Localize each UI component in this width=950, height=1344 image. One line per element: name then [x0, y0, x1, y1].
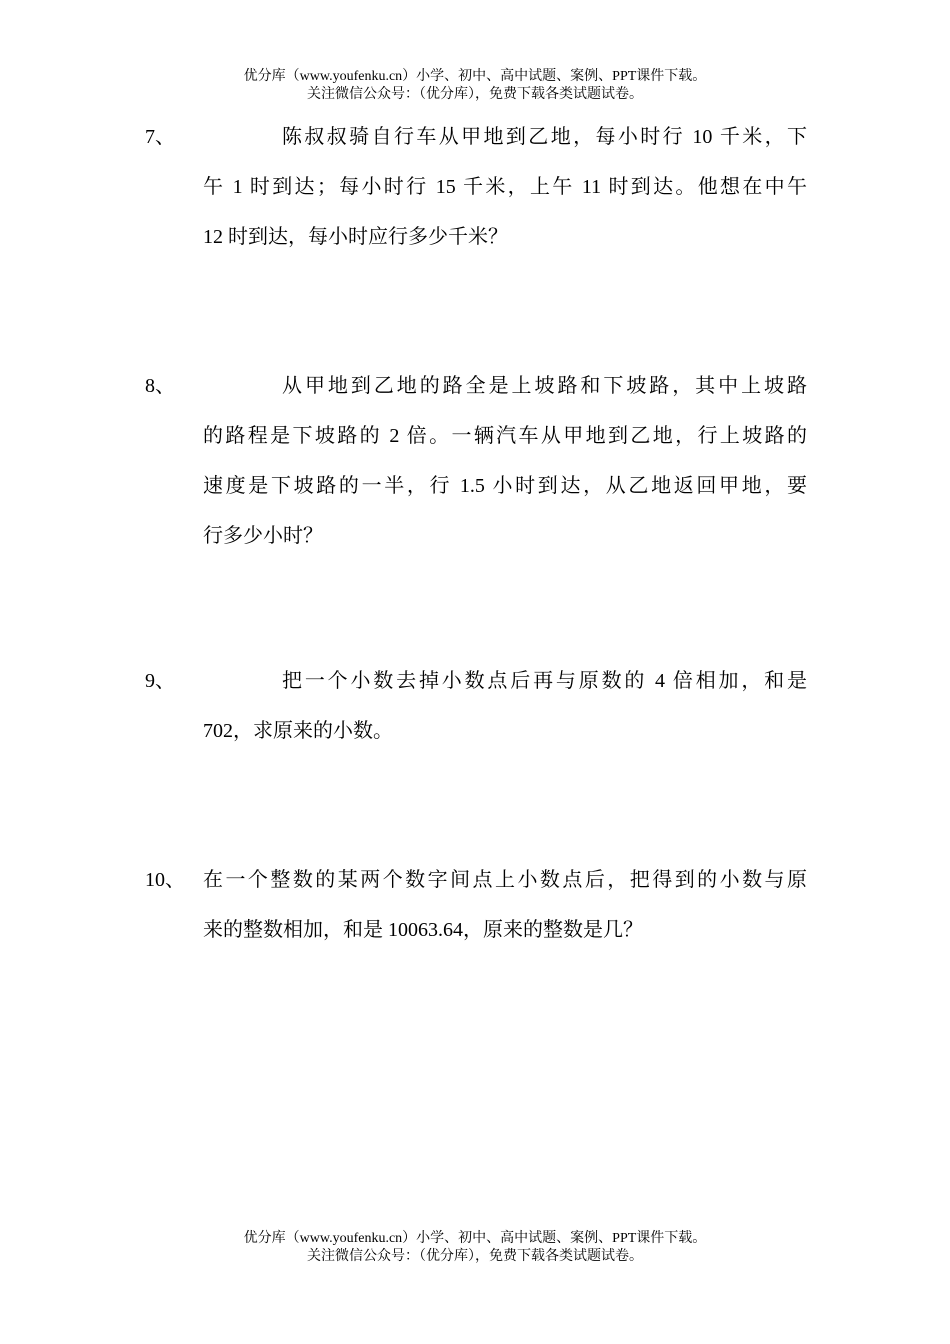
- question-line: 12 时到达，每小时应行多少千米？: [203, 226, 508, 248]
- question-line: 在一个整数的某两个数字间点上小数点后，把得到的小数与原: [203, 869, 807, 891]
- question-line: 702，求原来的小数。: [203, 720, 393, 742]
- question-line: 陈叔叔骑自行车从甲地到乙地，每小时行 10 千米，下: [282, 126, 807, 148]
- footer-line-1: 优分库（www.youfenku.cn）小学、初中、高中试题、案例、PPT课件下载。: [243, 1231, 707, 1246]
- question-line: 来的整数相加，和是 10063.64，原来的整数是几？: [203, 919, 643, 941]
- question-text: [203, 656, 807, 756]
- question-line: 从甲地到乙地的路全是上坡路和下坡路，其中上坡路: [282, 375, 807, 397]
- header-line-2: 关注微信公众号：（优分库），免费下载各类试题试卷。: [307, 87, 643, 102]
- page-footer: [0, 1230, 950, 1266]
- question-line: 速度是下坡路的一半，行 1.5 小时到达，从乙地返回甲地，要: [203, 475, 807, 497]
- question-line: 午 1 时到达；每小时行 15 千米，上午 11 时到达。他想在中午: [203, 176, 807, 198]
- header-line-1: 优分库（www.youfenku.cn）小学、初中、高中试题、案例、PPT课件下载。: [243, 69, 707, 84]
- question-text: [203, 855, 807, 955]
- footer-line-2: 关注微信公众号：（优分库），免费下载各类试题试卷。: [307, 1249, 643, 1264]
- page-header: [0, 68, 950, 104]
- question-number: 7、: [145, 126, 175, 148]
- question-text: [203, 112, 807, 262]
- question-number: 9、: [145, 670, 175, 692]
- question-text: [203, 361, 807, 561]
- question-number: 8、: [145, 375, 175, 397]
- question-line: 行多少小时？: [203, 525, 323, 547]
- question-line: 的路程是下坡路的 2 倍。一辆汽车从甲地到乙地，行上坡路的: [203, 425, 807, 447]
- question-line: 把一个小数去掉小数点后再与原数的 4 倍相加，和是: [282, 670, 807, 692]
- question-number: 10、: [145, 869, 185, 891]
